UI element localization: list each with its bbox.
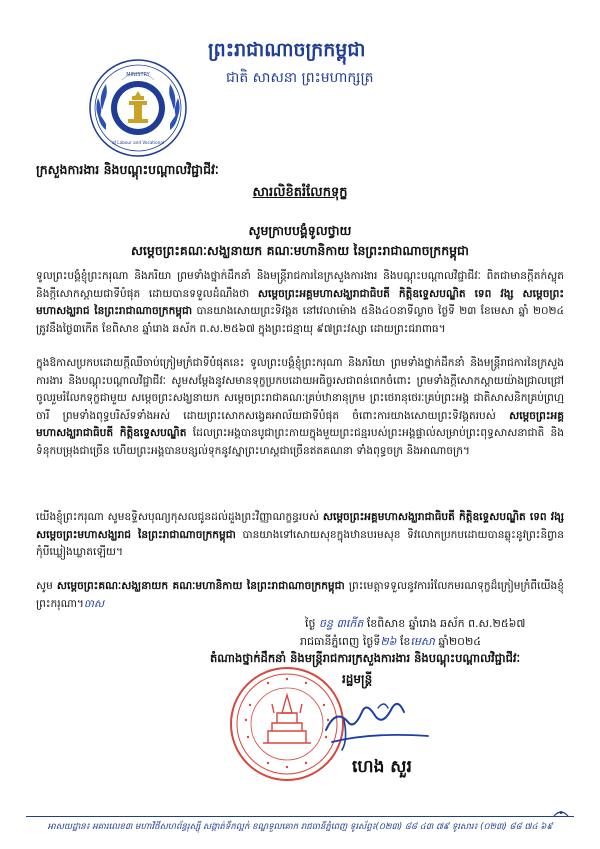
body-paragraph-1: [36, 268, 564, 338]
document-title: សារលិខិតរំលែកទុក្ខ: [252, 185, 348, 200]
signer-name: ហេង សួរ: [352, 757, 412, 777]
footer-divider: [26, 816, 574, 817]
p2-text-a: ក្នុងឱកាសប្រកបដោយក្តីឈឺចាប់ក្រៀមក្រំជាទីបំផុតនេះ ទូលព្រះបង្គំខ្ញុំព្រះករុណា និងភរិយា ព្រមទាំងថ្នាក់ដឹកនាំ និងមន្ត្រីរាជការនៃក្រសួងការងារ និងបណ្តុះបណ្តាលវិជ្ជាជីវៈ សូមសម្តែងនូវសមានទុក្ខប្រកបដោយអធិច្ចរសជាពន់ពេកចំពោះ ព្រមទាំងក្តីសោកស្តាយយ៉ាងជ្រាលជ្រៅ ចូលរួមរំលែកទុក្ខជាមួយ សម្តេចព្រះសង្ឃនាយក សម្តេចព្រះរាជាគណៈគ្រប់ឋានានុក្រម ព្រះថេរានុថេរៈគ្រប់ព្រះអង្គ ជាតិសាសនិកគ្រប់ព្រហ្មចារី ព្រមទាំងពុទ្ធបរិស័ទទាំងអស់ ដោយព្រះសោកសង្វេគអាល័យជាទីបំផុត ចំពោះការយាងសោយព្រះទិវង្គតរបស់: [36, 357, 564, 422]
ministry-logo: [88, 58, 188, 158]
signatory-role: រដ្ឋមន្ត្រី: [342, 672, 373, 686]
ministry-name: ក្រសួងការងារ និងបណ្តុះបណ្តាលវិជ្ជាជីវៈ: [36, 162, 219, 177]
lunar-date-month: ខែពិសាខ ឆ្នាំរោង ឆស័ក ព.ស.២៥៦៧: [366, 617, 526, 630]
lunar-date-prefix: ថ្ងៃ: [305, 617, 316, 630]
handwritten-signature: [318, 690, 438, 760]
solar-date-day: ២៦: [380, 635, 397, 648]
body-paragraph-4: [36, 578, 564, 613]
p3-text-a: យើងខ្ញុំព្រះករុណា សូមឧទ្ទិសបុណ្យកុសលជូនដល់ដួងព្រះវិញ្ញាណក្ខន្ធរបស់: [36, 511, 320, 523]
logo-text-top: MINISTRY: [126, 72, 150, 78]
solar-date-prefix: រាជធានីភ្នំពេញ ថ្ងៃទី: [300, 635, 381, 648]
salutation: សូមក្រាបបង្គំទូលថ្វាយ: [248, 223, 352, 238]
solar-month-prefix: ខែ: [399, 635, 411, 648]
body-paragraph-3: [36, 509, 564, 562]
p1-text-c: បានយាងសោយព្រះទិវង្គត នៅវេលាម៉ោង ៥និង៤០នាទីល្ងាច ថ្ងៃទី ២៣ ខែមេសា ឆ្នាំ ២០២៤ ត្រូវនឹងថ្ងៃ៣កើត ខែពិសាខ ឆ្នាំរោង ឆស័ក ព.ស.២៥៦៧ ក្នុងព្រះជន្មាយុ ៩៧ព្រះវស្សា ដោយព្រះជរាពាធ។: [36, 305, 564, 335]
p1-text-bold: សម្តេចព្រះអគ្គមហាសង្ឃរាជាធិបតី កិត្តិឧទ្ទេសបណ្ឌិត ទេព វង្ស សម្តេចព្រះមហាសង្ឃរាជ នៃព្រះរាជាណាចក្រកម្ពុជា: [36, 287, 564, 317]
p3-text-bold: សម្តេចព្រះអគ្គមហាសង្ឃរាជាធិបតី កិត្តិឧទ្ទេសបណ្ឌិត ទេព វង្ស សម្តេចព្រះមហាសង្ឃរាជ នៃព្រះរាជាណាចក្រកម្ពុជា: [36, 511, 564, 541]
solar-date: [300, 635, 481, 651]
kingdom-heading: ព្រះរាជាណាចក្រកម្ពុជា: [208, 39, 366, 61]
p1-text-a: ទូលព្រះបង្គំខ្ញុំព្រះករុណា និងភរិយា ព្រមទាំងថ្នាក់ដឹកនាំ និងមន្ត្រីរាជការនៃក្រសួងការងារ និងបណ្តុះបណ្តាលវិជ្ជាជីវៈ ពិតជាមានក្តីតក់ស្លុតនិងក្តីសោកស្តាយជាទីបំផុត ដោយបានទទួលដំណឹងថា: [36, 270, 564, 300]
p2-text-c: ដែលព្រះអង្គបានបូជាព្រះកាយក្នុងមួយព្រះជន្មរបស់ព្រះអង្គផ្ទាល់សម្រាប់ព្រះពុទ្ធសាសនាជាតិ និងទំនុកបម្រុងជាច្រើន ហើយព្រះអង្គបានបន្សល់ទុកនូវស្នាព្រះហស្តជាច្រើនឥតគណនា ទាំងពុទ្ធចក្រ និងអាណាចក្រ។: [36, 427, 564, 457]
p4-text-a: សូម: [36, 580, 53, 592]
lunar-date: [305, 617, 525, 633]
p3-text-c: បានយាងទៅសោយសុខក្នុងឋានបរមសុខ ទិវលោកប្រកបដោយបានឆ្លុះនូវព្រះនិព្វានកុំបីឃ្លៀងឃ្លាតឡើយ។: [36, 528, 564, 558]
body-paragraph-2: [36, 355, 564, 460]
logo-text-bottom: of Labour and Vocational: [111, 140, 165, 145]
handwritten-mark: ចាស: [83, 597, 105, 610]
footer-address: អាសយដ្ឋាន៖ អគារលេខ៣ មហាវិថីសហព័ន្ធរុស្ស៊ី សង្កាត់ទឹកល្អក់ ខណ្ឌទួលគោក រាជធានីភ្នំពេញ ទូរស័ព្ទ៖(០២៣) ៨៨ ៤៣ ៧៩ ទូរសារ៖ (០២៣) ៨៨ ៧៤ ៦៩: [47, 822, 553, 832]
national-motto: ជាតិ សាសនា ព្រះមហាក្សត្រ: [226, 70, 374, 86]
signatory-title: តំណាងថ្នាក់ដឹកនាំ និងមន្ត្រីរាជការក្រសួងការងារ និងបណ្តុះបណ្តាលវិជ្ជាជីវៈ: [210, 651, 521, 665]
addressee: សម្តេចព្រះគណៈសង្ឃនាយក គណៈមហានិកាយ នៃព្រះរាជាណាចក្រកម្ពុជា: [131, 243, 469, 258]
solar-date-year: ឆ្នាំ២០២៤: [438, 635, 482, 648]
p4-text-bold: សម្តេចព្រះគណៈសង្ឃនាយក គណៈមហានិកាយ នៃព្រះរាជាណាចក្រកម្ពុជា: [56, 580, 345, 592]
solar-date-month: មេសា: [410, 635, 435, 648]
footer-ornament-icon: [553, 809, 569, 819]
lunar-date-handwritten: ចន្ទ ៣កើត: [318, 617, 364, 630]
p4-text-c: ព្រះមេត្តាទទួលនូវការរំលែកមរណទុក្ខដ៏ក្រៀមក្រំពីយើងខ្ញុំព្រះករុណា។: [36, 580, 564, 610]
p2-text-bold: សម្តេចព្រះអគ្គមហាសង្ឃរាជាធិបតី កិត្តិឧទ្ទេសបណ្ឌិត: [36, 409, 564, 439]
